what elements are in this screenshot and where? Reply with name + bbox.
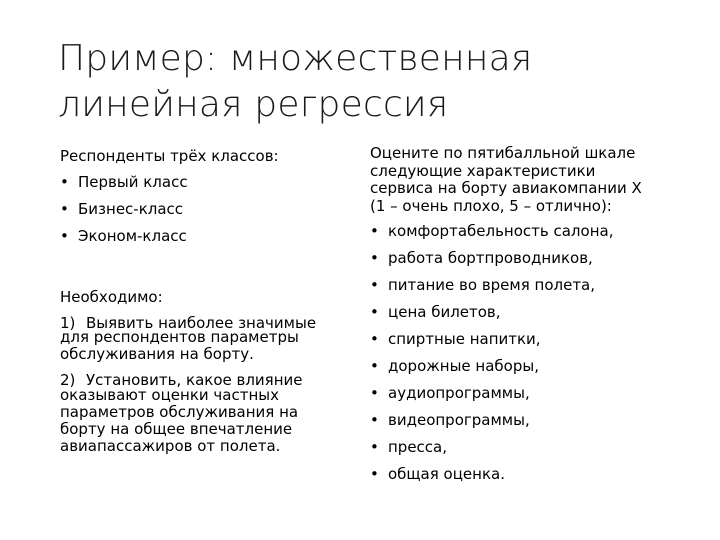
characteristic-label: общая оценка. [388, 465, 505, 483]
list-item [370, 380, 685, 407]
bullet-icon: • [60, 200, 69, 218]
characteristic-label: видеопрограммы, [388, 411, 530, 429]
class-label: Первый класс [78, 173, 188, 191]
bullet-icon: • [370, 330, 379, 348]
list-item [370, 407, 685, 434]
instruction-line: (1 – очень плохо, 5 – отлично): [370, 197, 612, 215]
list-item [370, 461, 685, 488]
task-2-line: борту на общее впечатление [60, 420, 293, 438]
bullet-icon: • [370, 249, 379, 267]
task-2-line: параметров обслуживания на [60, 403, 299, 421]
list-item [370, 434, 685, 461]
task-1-line: для респондентов параметры [60, 328, 299, 346]
list-item [60, 196, 355, 223]
task-2-line: Установить, какое влияние [86, 371, 303, 389]
characteristic-label: работа бортпроводников, [388, 249, 593, 267]
right-column [370, 143, 685, 488]
rating-instructions [370, 143, 685, 216]
slide-title [58, 36, 678, 128]
list-item [370, 326, 685, 353]
bullet-icon: • [60, 227, 69, 245]
task-1-number: 1) [60, 314, 76, 332]
class-label: Бизнес-класс [78, 200, 184, 218]
class-label: Эконом-класс [78, 227, 187, 245]
bullet-icon: • [370, 303, 379, 321]
list-item [60, 169, 355, 196]
list-item [60, 223, 355, 250]
need-label: Необходимо: [60, 288, 163, 306]
bullet-icon: • [370, 411, 379, 429]
bullet-icon: • [370, 438, 379, 456]
instruction-line: сервиса на борту авиакомпании X [370, 179, 642, 197]
characteristic-label: дорожные наборы, [388, 357, 539, 375]
bullet-icon: • [370, 465, 379, 483]
left-column [60, 143, 355, 455]
list-item [370, 299, 685, 326]
list-item [370, 272, 685, 299]
instruction-line: следующие характеристики [370, 162, 596, 180]
title-line-2: линейная регрессия [58, 84, 449, 125]
title-line-1: Пример: множественная [58, 38, 533, 79]
bullet-icon: • [60, 173, 69, 191]
task-1 [60, 310, 355, 363]
list-item [370, 353, 685, 380]
list-item [370, 218, 685, 245]
bullet-icon: • [370, 384, 379, 402]
characteristic-label: аудиопрограммы, [388, 384, 530, 402]
task-1-line: Выявить наиболее значимые [86, 314, 317, 332]
task-2-line: оказывают оценки частных [60, 386, 279, 404]
characteristic-label: комфортабельность салона, [388, 222, 614, 240]
instruction-line: Оцените по пятибалльной шкале [370, 144, 636, 162]
characteristic-label: цена билетов, [388, 303, 501, 321]
task-2-number: 2) [60, 371, 76, 389]
list-item [370, 245, 685, 272]
bullet-icon: • [370, 357, 379, 375]
task-2-line: авиапассажиров от полета. [60, 437, 281, 455]
bullet-icon: • [370, 276, 379, 294]
bullet-icon: • [370, 222, 379, 240]
characteristic-label: пресса, [388, 438, 448, 456]
task-2 [60, 369, 355, 455]
task-1-line: обслуживания на борту. [60, 345, 254, 363]
respondents-intro: Респонденты трёх классов: [60, 147, 279, 165]
characteristics-list [370, 218, 685, 488]
characteristic-label: питание во время полета, [388, 276, 596, 294]
characteristic-label: спиртные напитки, [388, 330, 541, 348]
